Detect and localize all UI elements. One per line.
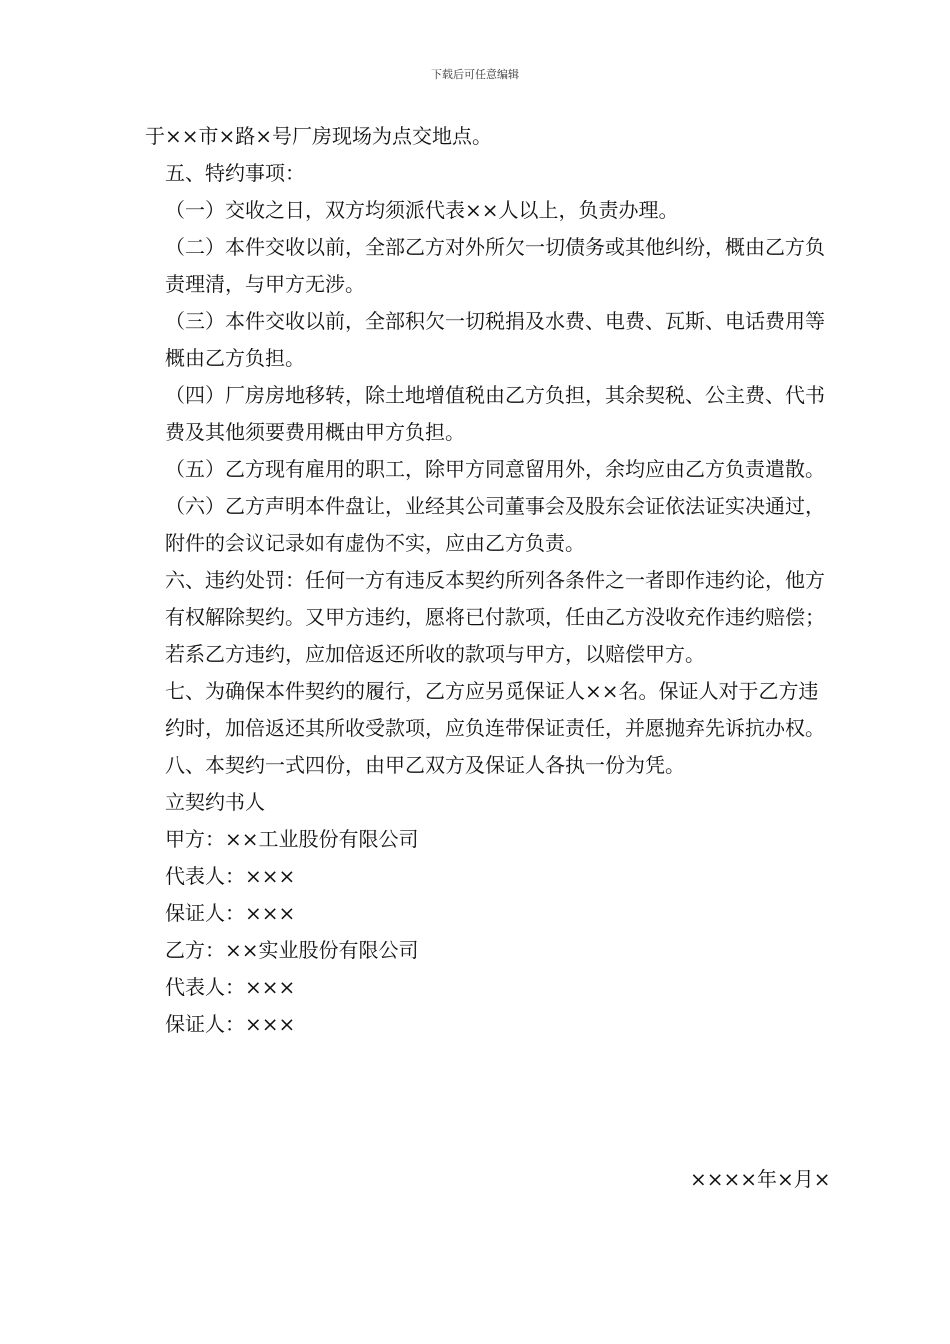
signature-line: 立契约书人 [165,790,265,814]
signature-line: 代表人：××× [165,864,296,888]
signature-block [145,784,825,1043]
clause-paragraph: （一）交收之日，双方均须派代表××人以上，负责办理。 [165,198,679,222]
clause-paragraph: 七、为确保本件契约的履行，乙方应另觅保证人××名。保证人对于乙方违约时，加倍返还其所收受款项，应负连带保证责任，并愿抛弃先诉抗办权。 [165,679,825,740]
clause-paragraph: （四）厂房房地移转，除土地增值税由乙方负担，其余契税、公主费、代书费及其他须要费用概由甲方负担。 [165,383,825,444]
clause-paragraph: （二）本件交收以前，全部乙方对外所欠一切债务或其他纠纷，概由乙方负责理清，与甲方无涉。 [165,235,825,296]
clause-paragraph: 六、违约处罚：任何一方有违反本契约所列各条件之一者即作违约论，他方有权解除契约。又甲方违约，愿将已付款项，任由乙方没收充作违约赔偿；若系乙方违约，应加倍返还所收的款项与甲方，以赔偿甲方。 [165,568,825,666]
page-header: 下载后可任意编辑 [431,68,519,81]
clause-paragraph: 八、本契约一式四份，由甲乙双方及保证人各执一份为凭。 [165,753,685,777]
signature-line: 代表人：××× [165,975,296,999]
contract-clauses [145,118,825,784]
signature-line: 甲方：××工业股份有限公司 [165,827,419,851]
signing-date: ××××年×月× [690,1167,831,1191]
clause-paragraph: 五、特约事项： [165,161,305,185]
document-body [145,118,825,1043]
clause-paragraph: （五）乙方现有雇用的职工，除甲方同意留用外，余均应由乙方负责遣散。 [165,457,825,481]
signature-line: 保证人：××× [165,1012,296,1036]
clause-paragraph: （三）本件交收以前，全部积欠一切税捐及水费、电费、瓦斯、电话费用等概由乙方负担。 [165,309,825,370]
signature-line: 保证人：××× [165,901,296,925]
clause-paragraph: 于××市×路×号厂房现场为点交地点。 [145,124,493,148]
clause-paragraph: （六）乙方声明本件盘让，业经其公司董事会及股东会证依法证实决通过，附件的会议记录如有虚伪不实，应由乙方负责。 [165,494,825,555]
signature-line: 乙方：××实业股份有限公司 [165,938,419,962]
